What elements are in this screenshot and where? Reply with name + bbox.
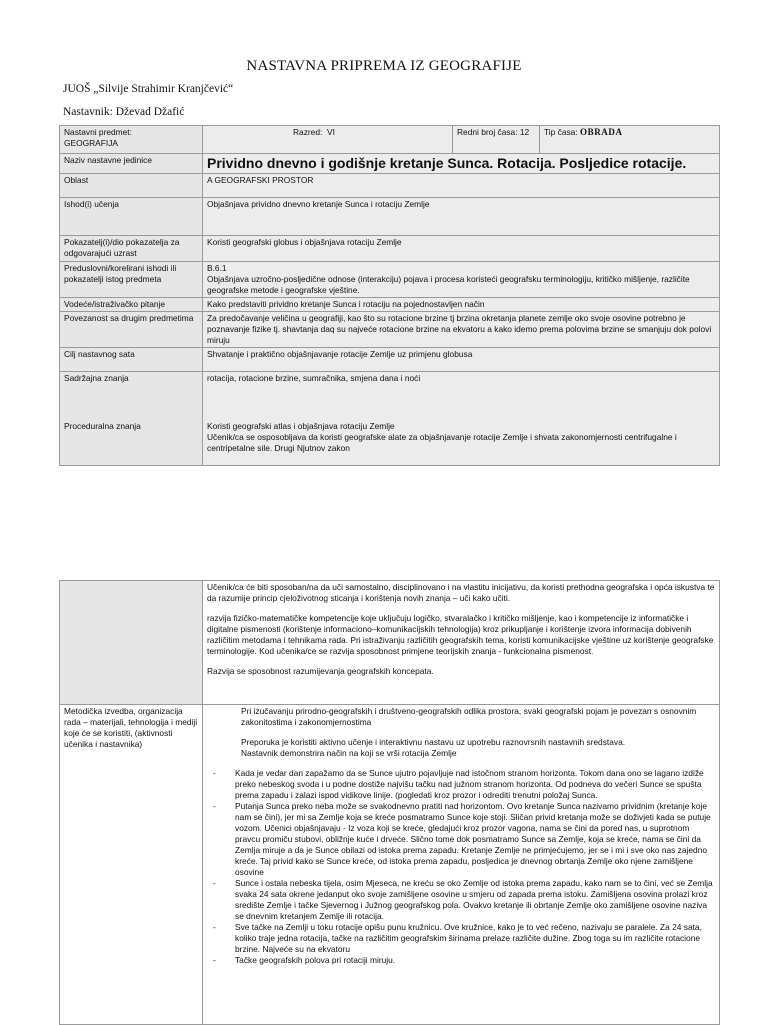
procedural-cell bbox=[203, 420, 720, 466]
prerequisites-value: Objašnjava uzročno-posljedične odnose (interakciju) pojava i procesa koristeći geografsku terminologiju, kritičko mišljenje, različite geografske metode i geografske vještine. bbox=[207, 274, 690, 295]
method-recommendation: Preporuka je koristiti aktivno učenje i interaktivnu nastavu uz upotrebu raznovrsnih nastavnih sredstava. bbox=[241, 737, 626, 747]
subject-value: GEOGRAFIJA bbox=[64, 138, 118, 148]
competence-label-cell bbox=[60, 581, 203, 705]
grade-cell bbox=[203, 126, 453, 154]
links-value: Za predočavanje veličina u geografiji, kao što su rotacione brzine tj brzina okretanja planete zemlje oko svoje osovine potrebno je poznavanje fizike tj. shavtanja daq su najveće rotacione brzine na ekvatoru a kako idemo prema polovima brzine se smanjuju dok polovi miruju bbox=[203, 312, 720, 348]
prerequisites-label: Preduslovni/korelirani ishodi ili pokazatelji istog predmeta bbox=[60, 262, 203, 298]
method-label: Metodička izvedba, organizacija rada – materijali, tehnologija i mediji koje će se koristiti, (aktivnosti učenika i nastavnika) bbox=[60, 705, 203, 1025]
list-item: - Putanja Sunca preko neba može se svakodnevno pratiti nad horizontom. Ovo kretanje Sunca nazivamo prividnim (kretanje koje nam se čini), jer mi sa Zemlje koja se kreće posmatramo Sunce koje stoji. Sličan privid kretanja može se doživjeti kada se putuje vozom. Učenici objašnjavaju - Iz voza koji se kreće, gledajući kroz prozor vagona, nama se čini da pored nas, u suprotnom pravcu promiču stubovi, obližnje kuće i drveće. Slično tome dok posmatramo Sunce sa Zemlje, koja se kreće, nama se čini da Zemlja miruje a da je Sunce obilazi od istoka prema zapadu. Kretanje Zemlje ne primjećujemo, jer se i mi i sve oko nas zajedno kreće. Taj privid kako se Sunce kreće, od istoka prema zapadu, posljedica je dnevnog obrtanja Zemlje oko njene zamišljene osovine bbox=[213, 801, 711, 877]
unit-label: Naziv nastavne jedinice bbox=[60, 154, 203, 174]
prerequisites-code: B.6.1 bbox=[207, 263, 227, 273]
list-item: - Kada je vedar dan zapažamo da se Sunce ujutro pojavljuje nad istočnom stranom horizonta. Tokom dana ono se lagano izdiže preko nebeskog svoda i u podne dostiže najvišu tačku nad južnom stranom horizonta. Od podneva do večeri Sunce se spušta prema zapadu i zalazi ispod vidikove linije. (pogledati kroz prozor i odrediti trenutni položaj Sunca. bbox=[213, 768, 704, 800]
list-item: - Sve tačke na Zemlji u toku rotacije opišu punu kružnicu. Ove kružnice, kako je to već rečeno, nazivaju se paralele. Za 24 sata, koliko traje jedna rotacija, tačke na različitim geografskim širinama prelaze različite dužine. Zbog toga su im različite rotacione brzine. Najveće su na ekvatoru bbox=[213, 922, 702, 954]
competence-cell bbox=[203, 581, 720, 705]
indicators-label: Pokazatelj(i)/dio pokazatelja za odgovarajući uzrast bbox=[60, 236, 203, 262]
list-item: - Tačke geografskih polova pri rotaciji miruju. bbox=[213, 955, 396, 965]
outcomes-value: Objašnjava prividno dnevno kretanje Sunca i rotaciju Zemlje bbox=[203, 198, 720, 236]
lesson-number-value: 12 bbox=[519, 127, 530, 137]
lesson-plan-table bbox=[59, 125, 720, 466]
area-label: Oblast bbox=[60, 174, 203, 198]
school-name: JUOŠ „Silvije Strahimir Kranjčević“ bbox=[63, 83, 234, 95]
prerequisites-cell bbox=[203, 262, 720, 298]
list-item: - Sunce i ostala nebeska tijela, osim Mjeseca, ne kreću se oko Zemlje od istoka prema zapadu, kako nam se to čini, već se Zemlja svaka 24 sata okrene jedanput oko svoje zamišljene osovine u smjeru od zapada prema istoku. Zamišljena osovina prolazi kroz središte Zemlje i tačke Sjevernog i Južnog geografskog pola. Ovakvo kretanje ili obrtanje Zemlje oko zamišljene osovine naziva se dnevnim kretanjem Zemlje ili rotacija. bbox=[213, 878, 713, 921]
procedural-line-2: Učenik/ca se osposobljava da koristi geografske alate za objašnjavanje rotacije Zemlje i shvata zakonomjernosti centrifugalne i centripetalne sile. Drugi Njutnov zakon bbox=[207, 431, 677, 453]
competence-paragraph-1: Učenik/ca će biti sposoban/na da uči samostalno, disciplinovano i na vlastitu inicijativu, da koristi prethodna geografska i opća iskustva te da razumije princip cjeloživotnog sticanja i korištenja novih znanja – uči kako učiti. bbox=[207, 582, 715, 603]
subject-label: Nastavni predmet: bbox=[64, 127, 132, 137]
content-label: Sadržajna znanja bbox=[60, 372, 203, 420]
grade-value: VI bbox=[326, 127, 335, 137]
teacher-name: Nastavnik: Dževad Džafić bbox=[63, 106, 185, 118]
methodology-table bbox=[59, 580, 720, 1025]
competence-paragraph-2: razvija fizičko-matematičke kompetencije koje uključuju logičko, stvaralačko i kritičko mišljenje, kao i kompetencije iz informatičke i digitalne pismenosti (korištenje informaciono–komunikacijskih tehnologija) kroz prikupljanje i korištenje izvora informacija dobivenih različitim metodama i tehnikama rada. Pri istraživanju različitih geografskih tema, koristi komunikacijske vještine uz korištenje geografske terminologije. Kod učenika/ce se razvija sposobnost primjene teorijskih znanja - funkcionalna pismenost. bbox=[207, 613, 714, 656]
outcomes-label: Ishod(i) učenja bbox=[60, 198, 203, 236]
lesson-type-cell bbox=[540, 126, 720, 154]
page-title: NASTAVNA PRIPREMA IZ GEOGRAFIJE bbox=[246, 58, 522, 74]
method-bullet-list bbox=[207, 768, 715, 966]
area-value: A GEOGRAFSKI PROSTOR bbox=[203, 174, 720, 198]
lesson-type-label: Tip časa: bbox=[544, 127, 578, 137]
competence-paragraph-3: Razvija se sposobnost razumijevanja geografskih koncepata. bbox=[207, 666, 434, 676]
method-cell bbox=[203, 705, 720, 1025]
lesson-type-value: OBRADA bbox=[580, 127, 623, 137]
lesson-number-label: Redni broj časa: bbox=[457, 127, 518, 137]
question-value: Kako predstaviti prividno kretanje Sunca i rotaciju na pojednostavljen način bbox=[203, 298, 720, 312]
method-intro: Pri izučavanju prirodno-geografskih i društveno-geografskih odlika prostora, svaki geografski pojam je povezan s osnovnim zakonitostima i zakonomjernostima bbox=[241, 706, 697, 727]
subject-cell bbox=[60, 126, 203, 154]
unit-value: Prividno dnevno i godišnje kretanje Sunca. Rotacija. Posljedice rotacije. bbox=[203, 154, 720, 174]
method-demonstration: Nastavnik demonstrira način na koji se vrši rotacija Zemlje bbox=[241, 748, 457, 758]
grade-label: Razred: bbox=[293, 127, 323, 137]
content-value: rotacija, rotacione brzine, sumračnika, smjena dana i noći bbox=[203, 372, 720, 420]
goal-value: Shvatanje i praktično objašnjavanje rotacije Zemlje uz primjenu globusa bbox=[203, 348, 720, 372]
indicators-value: Koristi geografski globus i objašnjava rotaciju Zemlje bbox=[203, 236, 720, 262]
links-label: Povezanost sa drugim predmetima bbox=[60, 312, 203, 348]
lesson-number-cell bbox=[453, 126, 540, 154]
question-label: Vodeće/istraživačko pitanje bbox=[60, 298, 203, 312]
procedural-line-1: Koristi geografski atlas i objašnjava rotaciju Zemlje bbox=[207, 420, 395, 431]
procedural-label: Proceduralna znanja bbox=[60, 420, 203, 466]
goal-label: Cilj nastavnog sata bbox=[60, 348, 203, 372]
